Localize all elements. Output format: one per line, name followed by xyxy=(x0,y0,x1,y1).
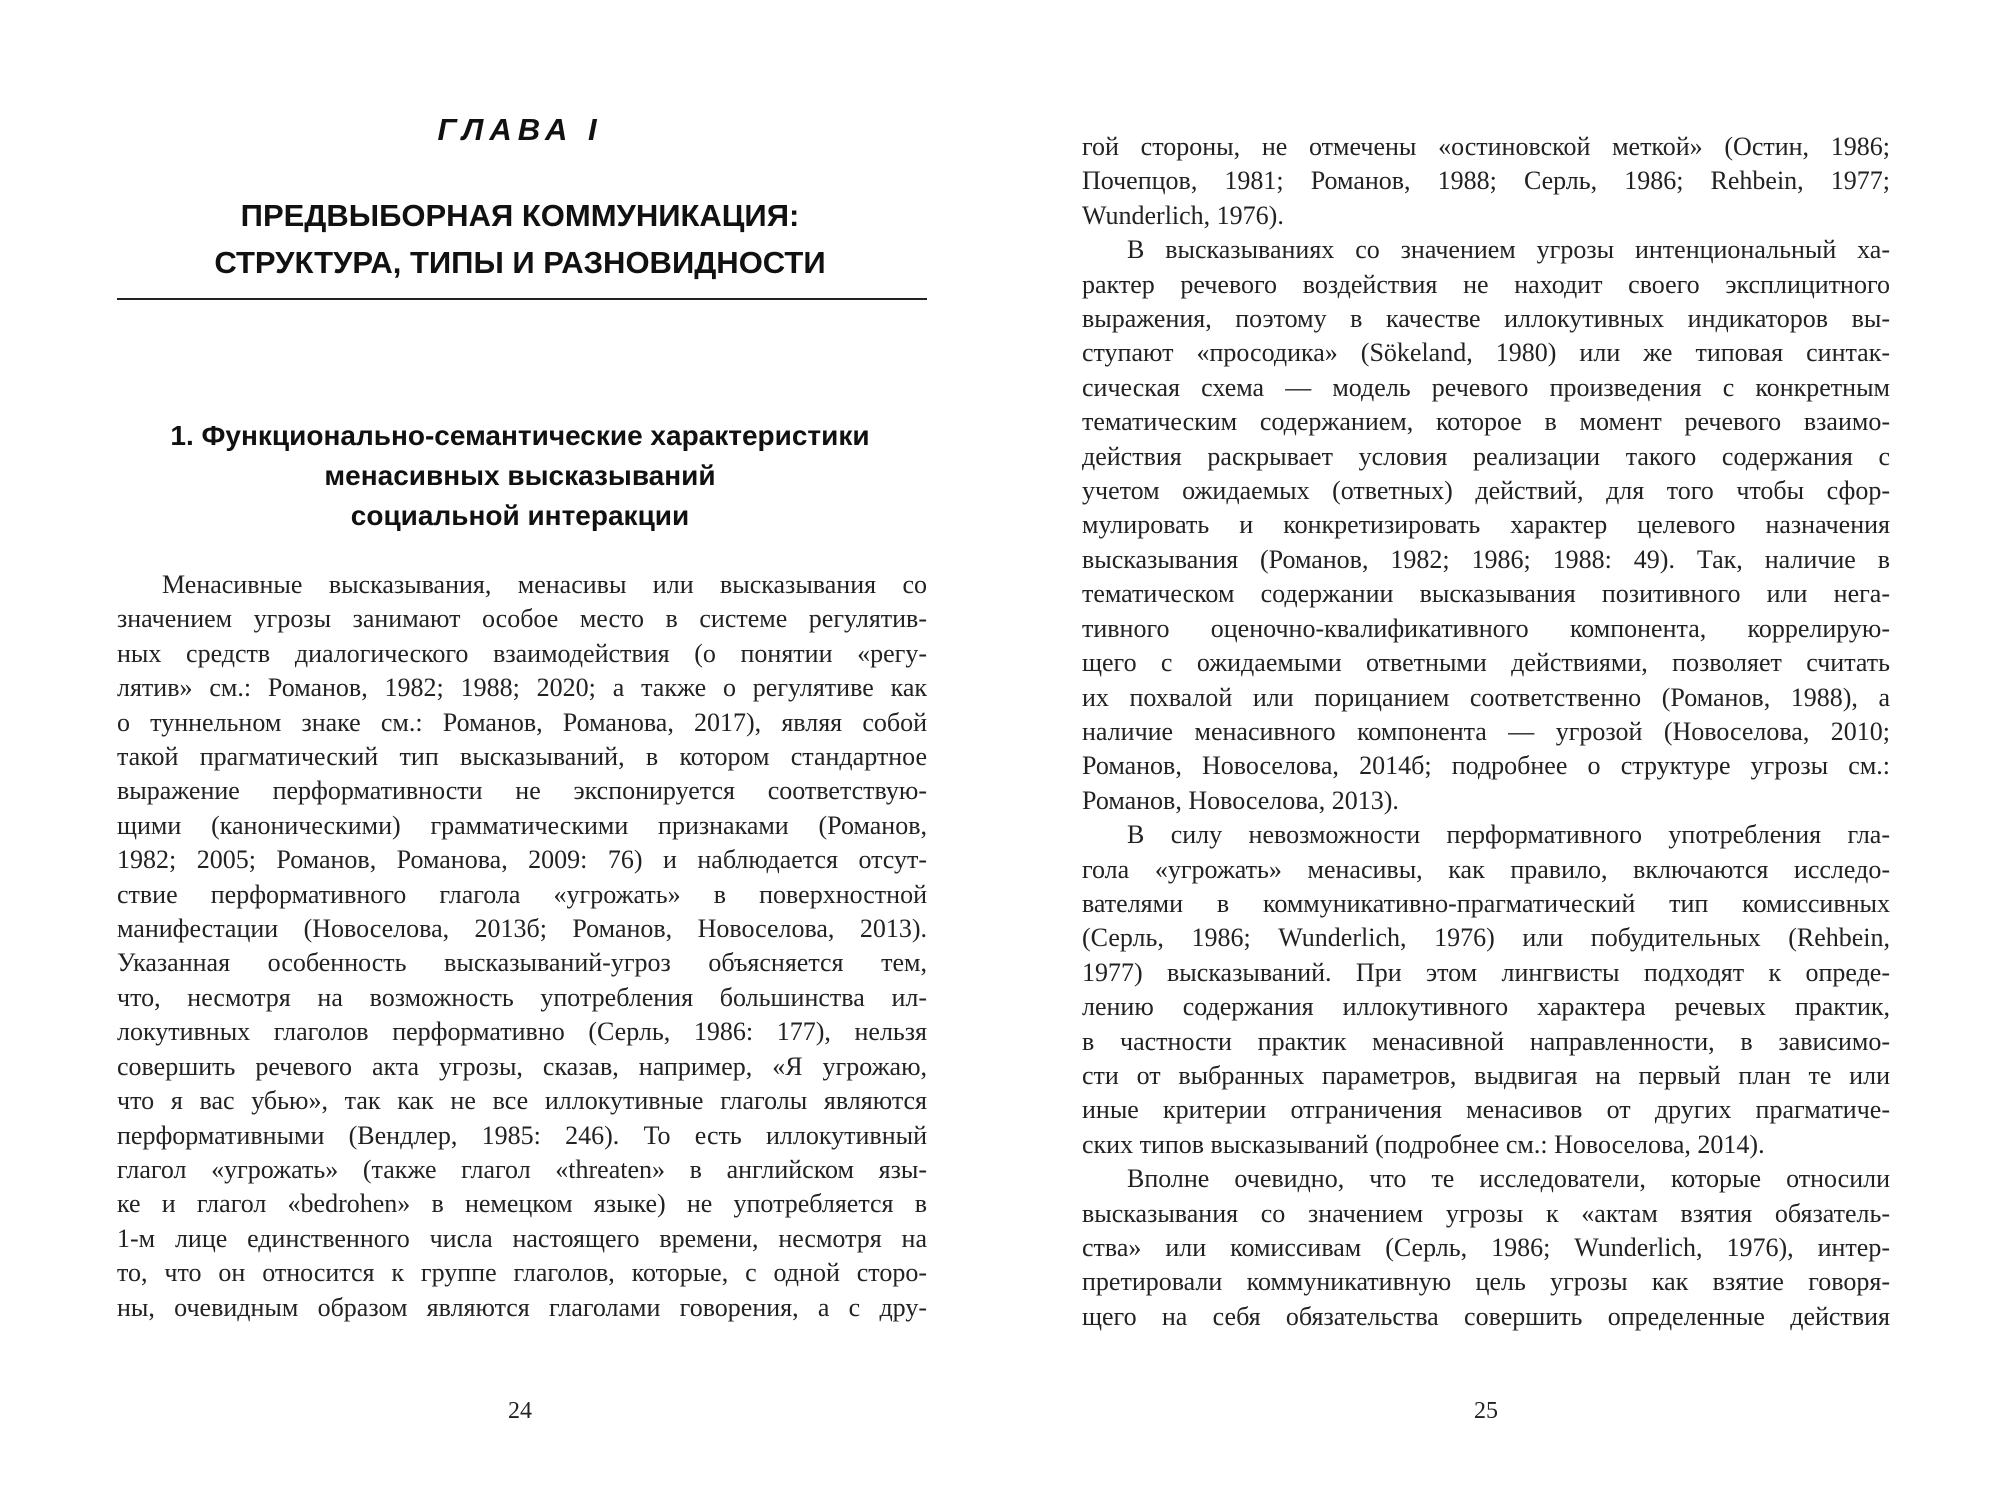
right-page xyxy=(990,0,2000,1492)
page-number: 24 xyxy=(508,1398,532,1424)
text-line: высказывания со значением угрозы к «актам взятия обязатель- xyxy=(1082,1198,1890,1228)
text-line: ских типов высказываний (подробнее см.: Новоселова, 2014). xyxy=(1082,1129,1765,1159)
chapter-divider xyxy=(117,298,927,300)
text-line: такой прагматический тип высказываний, в котором стандартное xyxy=(117,742,927,772)
text-line: Вполне очевидно, что те исследователи, которые относили xyxy=(1127,1164,1890,1194)
text-line: ствие перформативного глагола «угрожать» в поверхностной xyxy=(117,879,927,909)
text-line: Указанная особенность высказываний-угроз объясняется тем, xyxy=(117,948,927,978)
text-line: лению содержания иллокутивного характера речевых практик, xyxy=(1082,992,1890,1022)
text-line: мулировать и конкретизировать характер целевого назначения xyxy=(1082,510,1890,540)
text-line: Романов, Новоселова, 2014б; подробнее о структуре угрозы см.: xyxy=(1082,751,1890,781)
text-line: локутивных глаголов перформативно (Серль, 1986: 177), нельзя xyxy=(117,1017,927,1047)
page-number: 25 xyxy=(1474,1398,1498,1424)
text-line: 1977) высказываний. При этом лингвисты подходят к опреде- xyxy=(1082,957,1890,987)
text-line: иные критерии отграничения менасивов от других прагматиче- xyxy=(1082,1095,1890,1125)
text-line: претировали коммуникативную цель угрозы как взятие говоря- xyxy=(1082,1267,1890,1297)
text-line: что я вас убью», так как не все иллокутивные глаголы являются xyxy=(117,1086,927,1116)
text-line: их похвалой или порицанием соответственно (Романов, 1988), а xyxy=(1082,682,1890,712)
text-line: в частности практик менасивной направленности, в зависимо- xyxy=(1082,1026,1890,1056)
text-line: лятив» см.: Романов, 1982; 1988; 2020; а также о регулятиве как xyxy=(117,673,927,703)
text-line: рактер речевого воздействия не находит своего эксплицитного xyxy=(1082,269,1890,299)
text-line: Wunderlich, 1976). xyxy=(1082,200,1284,230)
chapter-title xyxy=(110,192,930,286)
section-title xyxy=(110,416,930,536)
chapter-title-line: СТРУКТУРА, ТИПЫ И РАЗНОВИДНОСТИ xyxy=(214,245,826,280)
text-line: перформативными (Вендлер, 1985: 246). То есть иллокутивный xyxy=(117,1120,927,1150)
chapter-label: ГЛАВА I xyxy=(437,112,603,147)
text-line: ных средств диалогического взаимодействия (о понятии «регу- xyxy=(117,638,927,668)
text-line: выражения, поэтому в качестве иллокутивных индикаторов вы- xyxy=(1082,304,1890,334)
left-page xyxy=(0,0,990,1492)
text-line: то, что он относится к группе глаголов, которые, с одной сторо- xyxy=(117,1258,927,1288)
text-line: ства» или комиссивам (Серль, 1986; Wunderlich, 1976), интер- xyxy=(1082,1233,1890,1262)
text-line: манифестации (Новоселова, 2013б; Романов, Новоселова, 2013). xyxy=(117,914,927,944)
text-line: (Серль, 1986; Wunderlich, 1976) или побудительных (Rehbein, xyxy=(1082,923,1890,953)
text-line: 1982; 2005; Романов, Романова, 2009: 76) и наблюдается отсут- xyxy=(117,845,927,875)
text-line: Менасивные высказывания, менасивы или высказывания со xyxy=(162,570,927,599)
text-line: вателями в коммуникативно-прагматический тип комиссивных xyxy=(1082,888,1890,918)
text-line: высказывания (Романов, 1982; 1986; 1988: 49). Так, наличие в xyxy=(1082,544,1890,574)
text-line: выражение перформативности не экспонируется соответствую- xyxy=(117,776,927,806)
text-line: действия раскрывает условия реализации такого содержания с xyxy=(1082,441,1890,471)
text-line: наличие менасивного компонента — угрозой (Новоселова, 2010; xyxy=(1082,716,1890,746)
section-title-line: социальной интеракции xyxy=(350,500,690,531)
text-line: ступают «просодика» (Sökeland, 1980) или же типовая синтак- xyxy=(1082,338,1890,368)
section-title-line: 1. Функционально-семантические характеристики xyxy=(170,420,870,451)
text-line: что, несмотря на возможность употребления большинства ил- xyxy=(117,982,927,1012)
chapter-title-line: ПРЕДВЫБОРНАЯ КОММУНИКАЦИЯ: xyxy=(240,198,800,233)
text-line: 1-м лице единственного числа настоящего времени, несмотря на xyxy=(117,1223,927,1253)
right-body-text xyxy=(1082,130,1890,1334)
left-body-text xyxy=(117,568,927,1325)
text-line: гой стороны, не отмечены «остиновской меткой» (Остин, 1986; xyxy=(1082,132,1890,161)
text-line: В силу невозможности перформативного употребления гла- xyxy=(1127,820,1890,850)
text-line: совершить речевого акта угрозы, сказав, например, «Я угрожаю, xyxy=(117,1051,927,1081)
text-line: гола «угрожать» менасивы, как правило, включаются исследо- xyxy=(1082,854,1890,884)
text-line: сическая схема — модель речевого произведения с конкретным xyxy=(1082,372,1890,402)
text-line: щего на себя обязательства совершить определенные действия xyxy=(1082,1301,1890,1331)
text-line: сти от выбранных параметров, выдвигая на первый план те или xyxy=(1082,1060,1890,1090)
text-line: тивного оценочно-квалификативного компонента, коррелирую- xyxy=(1082,613,1890,643)
text-line: тематическим содержанием, которое в момент речевого взаимо- xyxy=(1082,407,1890,437)
text-line: тематическом содержании высказывания позитивного или нега- xyxy=(1082,579,1890,609)
text-line: Романов, Новоселова, 2013). xyxy=(1082,785,1399,815)
text-line: учетом ожидаемых (ответных) действий, для того чтобы сфор- xyxy=(1082,476,1890,506)
text-line: ны, очевидным образом являются глаголами говорения, а с дру- xyxy=(117,1292,927,1322)
text-line: ке и глагол «bedrohen» в немецком языке) не употребляется в xyxy=(117,1189,927,1219)
text-line: щего с ожидаемыми ответными действиями, позволяет считать xyxy=(1082,648,1890,678)
text-line: глагол «угрожать» (также глагол «threaten» в английском язы- xyxy=(117,1154,927,1184)
text-line: В высказываниях со значением угрозы интенциональный ха- xyxy=(1127,235,1890,265)
section-title-line: менасивных высказываний xyxy=(324,460,716,491)
text-line: о туннельном знаке см.: Романов, Романова, 2017), являя собой xyxy=(117,707,927,737)
text-line: Почепцов, 1981; Романов, 1988; Серль, 1986; Rehbein, 1977; xyxy=(1082,166,1890,196)
text-line: значением угрозы занимают особое место в системе регулятив- xyxy=(117,604,927,634)
text-line: щими (каноническими) грамматическими признаками (Романов, xyxy=(117,810,927,840)
